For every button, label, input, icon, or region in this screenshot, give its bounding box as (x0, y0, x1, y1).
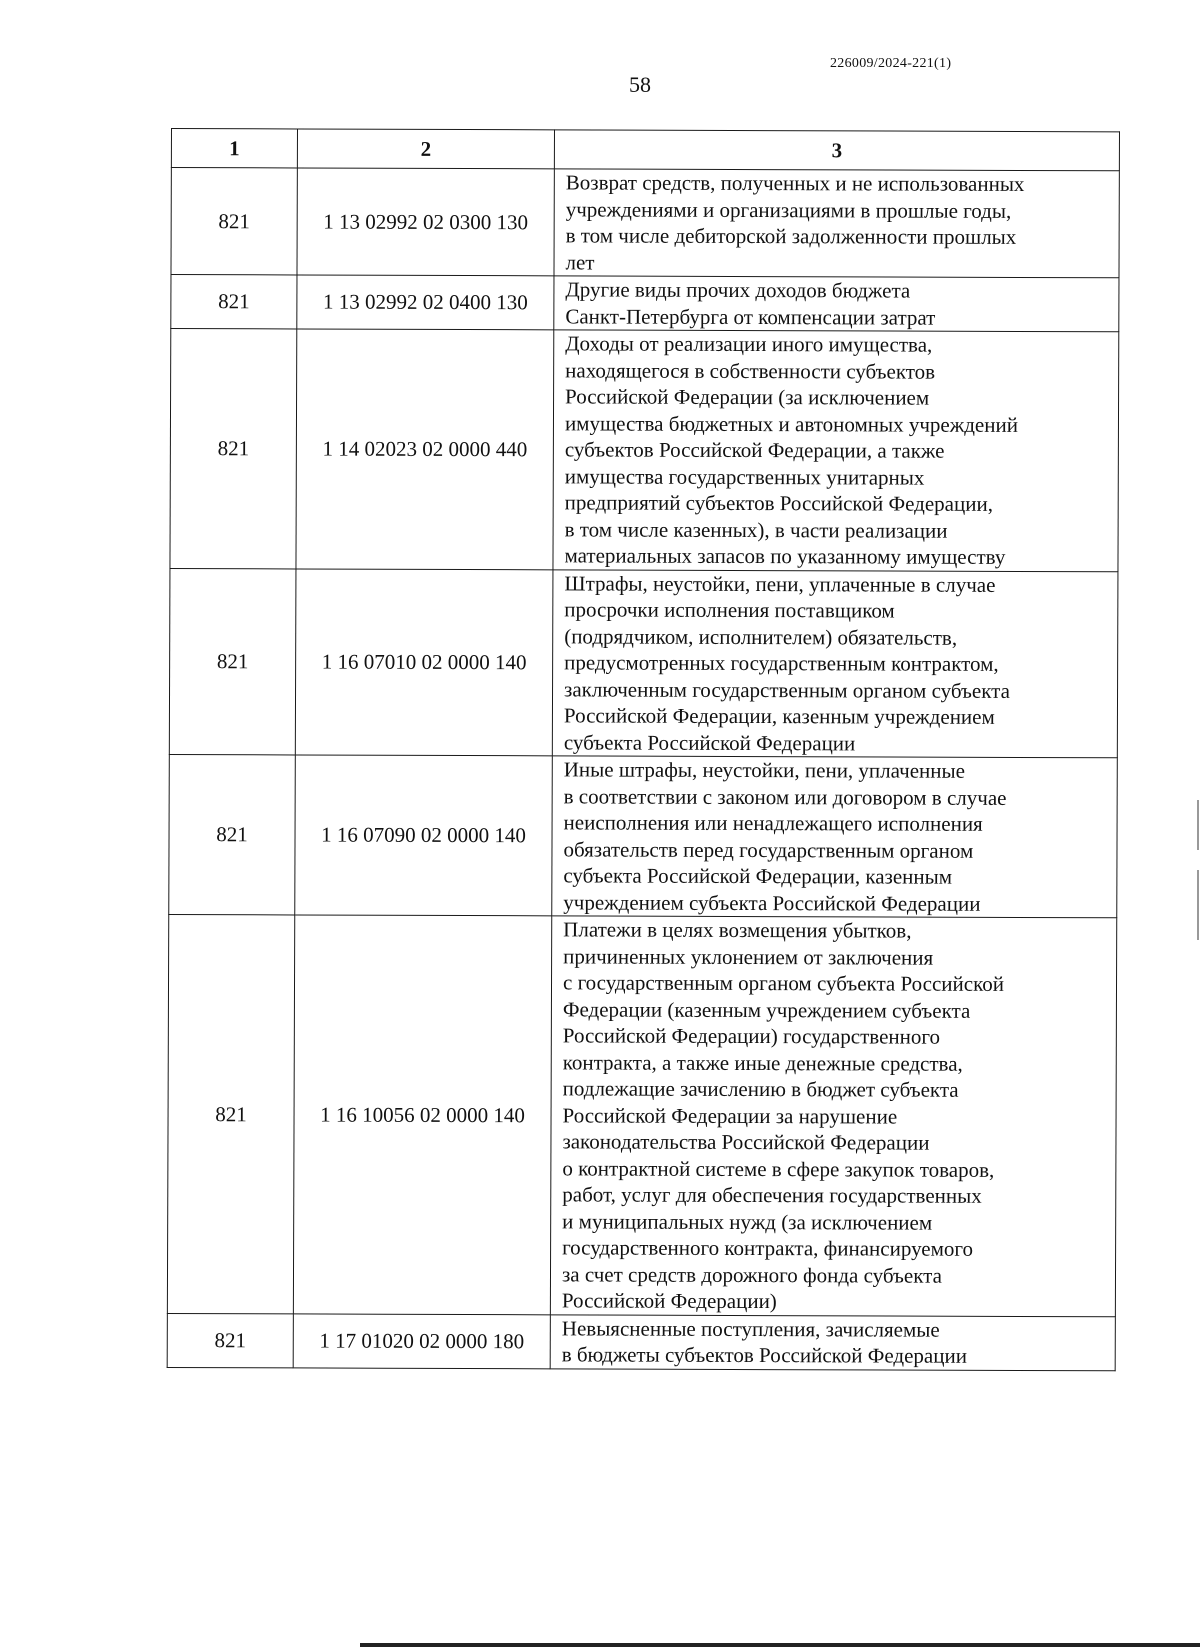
description-line: Невыясненные поступления, зачисляемые (561, 1315, 940, 1342)
description-line: законодательства Российской Федерации (562, 1129, 930, 1155)
description-line: неисполнения или ненадлежащего исполнения (563, 810, 983, 836)
description-line: материальных запасов по указанному имуществу (564, 543, 1006, 569)
description-line: Санкт-Петербурга от компенсации затрат (565, 303, 936, 330)
budget-classification-code-cell: 1 14 02023 02 0000 440 (296, 329, 554, 569)
description-line: за счет средств дорожного фонда субъекта (561, 1261, 942, 1288)
income-description-cell (552, 569, 1118, 757)
administrator-code-cell: 821 (169, 568, 296, 755)
description-line: (подрядчиком, исполнителем) обязательств, (564, 623, 958, 650)
table-body (167, 168, 1119, 1371)
page-number: 58 (629, 72, 651, 97)
description-line: имущества государственных унитарных (564, 463, 925, 490)
description-line: контракта, а также иные денежные средства, (562, 1049, 963, 1076)
administrator-code-cell: 821 (171, 275, 297, 329)
description-line: Иные штрафы, неустойки, пени, уплаченные (563, 757, 965, 783)
column-header-2: 2 (297, 129, 554, 169)
budget-classification-code-cell: 1 13 02992 02 0300 130 (297, 168, 554, 276)
income-description-cell (552, 756, 1118, 918)
administrator-code-cell: 821 (169, 754, 296, 914)
description-line: лет (565, 249, 595, 274)
description-line: в том числе дебиторской задолженности прошлых (565, 223, 1017, 249)
description-line: Российской Федерации, казенным учреждением (563, 703, 995, 729)
administrator-code-cell: 821 (171, 168, 297, 275)
description-line: и муниципальных нужд (за исключением (562, 1208, 933, 1235)
table-row (167, 914, 1116, 1316)
budget-classification-code-cell: 1 13 02992 02 0400 130 (297, 275, 554, 330)
scan-edge-mark (1197, 870, 1199, 940)
description-line: в бюджеты субъектов Российской Федерации (561, 1342, 968, 1368)
administrator-code-cell: 821 (170, 329, 297, 569)
table-row (171, 275, 1119, 332)
description-line: просрочки исполнения поставщиком (564, 597, 895, 623)
scan-bottom-rule (360, 1643, 1200, 1647)
income-description-cell (553, 330, 1119, 571)
description-line: с государственным органом субъекта Российской (562, 970, 1005, 996)
budget-classification-code-cell: 1 16 07090 02 0000 140 (295, 755, 553, 916)
description-line: учреждением субъекта Российской Федерации (563, 889, 981, 916)
table-row (170, 329, 1119, 572)
description-line: Федерации (казенным учреждением субъекта (562, 996, 971, 1023)
description-line: предусмотренных государственным контрактом, (564, 650, 999, 676)
administrator-code-cell: 821 (167, 1313, 293, 1367)
income-description-cell (550, 1314, 1115, 1370)
description-line: имущества бюджетных и автономных учреждений (564, 410, 1019, 437)
budget-classification-code-cell: 1 16 07010 02 0000 140 (295, 568, 553, 755)
income-description-cell (550, 916, 1116, 1316)
administrator-code-cell: 821 (167, 914, 294, 1313)
table-row (169, 568, 1118, 758)
description-line: обязательств перед государственным органом (563, 836, 974, 863)
description-line: находящегося в собственности субъектов (565, 357, 936, 384)
column-header-3: 3 (554, 130, 1119, 171)
description-line: учреждениями и организациями в прошлые годы, (565, 196, 1012, 223)
table-row (171, 168, 1119, 278)
description-line: Российской Федерации) (561, 1288, 777, 1314)
budget-classification-code-cell: 1 17 01020 02 0000 180 (293, 1313, 550, 1368)
description-line: Штрафы, неустойки, пени, уплаченные в случае (564, 570, 996, 597)
table-row (167, 1313, 1115, 1370)
description-line: Платежи в целях возмещения убытков, (563, 917, 912, 943)
column-header-1: 1 (171, 129, 297, 168)
description-line: Другие виды прочих доходов бюджета (565, 277, 911, 303)
description-line: Доходы от реализации иного имущества, (565, 331, 933, 357)
budget-classification-code-cell: 1 16 10056 02 0000 140 (293, 915, 551, 1314)
description-line: субъектов Российской Федерации, а также (564, 437, 945, 463)
description-line: работ, услуг для обеспечения государственных (562, 1182, 982, 1208)
scan-edge-mark (1197, 800, 1199, 850)
description-line: Российской Федерации (за исключением (565, 384, 930, 410)
table-row (169, 754, 1118, 917)
description-line: Российской Федерации за нарушение (562, 1102, 898, 1129)
description-line: субъекта Российской Федерации (563, 729, 856, 755)
budget-codes-table (167, 128, 1120, 1371)
description-line: в том числе казенных), в части реализации (564, 516, 948, 543)
income-description-cell (554, 169, 1119, 278)
description-line: Возврат средств, полученных и не использованных (565, 170, 1025, 196)
table-header-row (171, 129, 1119, 171)
description-line: субъекта Российской Федерации, казенным (563, 863, 953, 889)
income-description-cell (554, 276, 1119, 332)
description-line: в соответствии с законом или договором в случае (563, 783, 1007, 810)
description-line: о контрактной системе в сфере закупок товаров, (562, 1155, 995, 1182)
document-registration-number: 226009/2024-221(1) (830, 56, 952, 71)
description-line: Российской Федерации) государственного (562, 1023, 941, 1049)
description-line: предприятий субъектов Российской Федерации, (564, 490, 994, 516)
description-line: государственного контракта, финансируемого (562, 1235, 974, 1261)
description-line: причиненных уклонением от заключения (563, 943, 934, 970)
description-line: заключенным государственным органом субъекта (564, 676, 1010, 703)
description-line: подлежащие зачислению в бюджет субъекта (562, 1076, 959, 1102)
